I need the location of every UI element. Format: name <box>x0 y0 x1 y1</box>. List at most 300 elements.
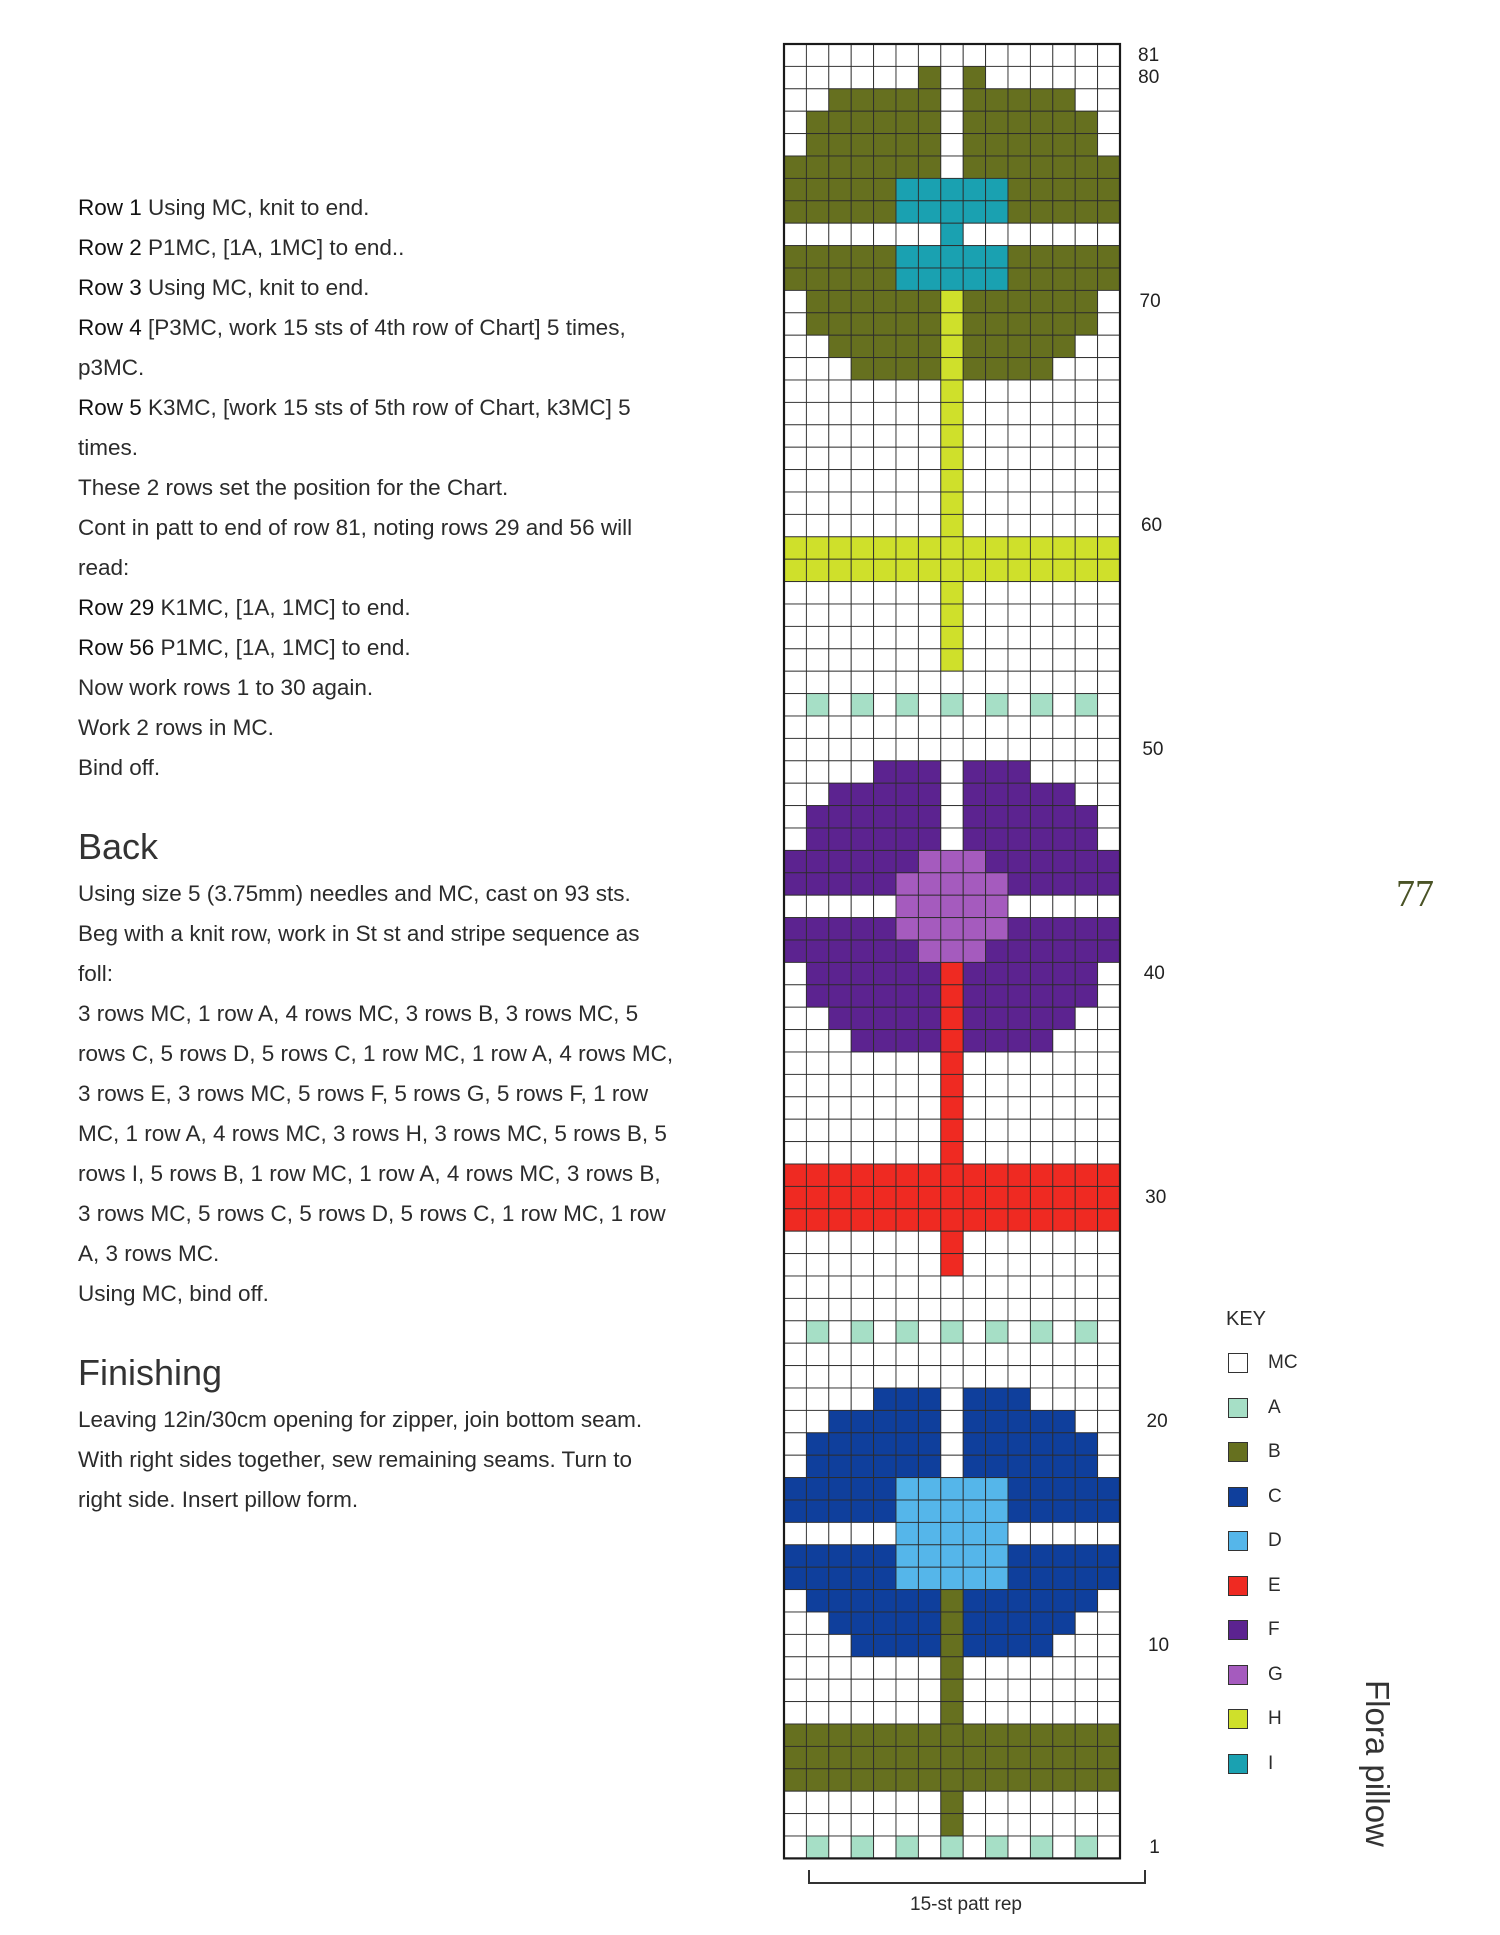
chart-cell <box>806 1836 828 1858</box>
chart-cell <box>963 1254 985 1276</box>
chart-cell <box>806 1522 828 1544</box>
chart-cell <box>963 1590 985 1612</box>
chart-cell <box>806 425 828 447</box>
chart-cell <box>896 1410 918 1432</box>
row-number-label: 50 <box>1142 739 1164 761</box>
chart-cell <box>1053 626 1075 648</box>
chart-cell <box>874 1097 896 1119</box>
chart-cell <box>918 1478 940 1500</box>
chart-cell <box>941 738 963 760</box>
chart-cell <box>874 559 896 581</box>
key-swatch <box>1228 1576 1248 1596</box>
chart-cell <box>986 268 1008 290</box>
chart-cell <box>851 1612 873 1634</box>
chart-cell <box>941 1522 963 1544</box>
chart-cell <box>851 1410 873 1432</box>
chart-cell <box>1053 313 1075 335</box>
chart-cell <box>851 1433 873 1455</box>
chart-cell <box>1098 1433 1120 1455</box>
chart-cell <box>829 111 851 133</box>
chart-cell <box>806 582 828 604</box>
chart-cell <box>829 156 851 178</box>
chart-cell <box>1098 1522 1120 1544</box>
chart-cell <box>1053 985 1075 1007</box>
chart-cell <box>1030 828 1052 850</box>
chart-cell <box>851 1030 873 1052</box>
chart-cell <box>896 1030 918 1052</box>
chart-cell <box>941 1410 963 1432</box>
chart-cell <box>784 268 806 290</box>
chart-cell <box>851 201 873 223</box>
chart-cell <box>1098 1769 1120 1791</box>
chart-cell <box>1075 940 1097 962</box>
chart-cell <box>896 1097 918 1119</box>
chart-cell <box>851 716 873 738</box>
chart-cell <box>1053 895 1075 917</box>
chart-cell <box>874 962 896 984</box>
chart-cell <box>918 223 940 245</box>
chart-cell <box>829 559 851 581</box>
chart-cell <box>963 1119 985 1141</box>
chart-cell <box>1098 1702 1120 1724</box>
chart-cell <box>941 1164 963 1186</box>
chart-cell <box>874 1298 896 1320</box>
chart-cell <box>806 1590 828 1612</box>
chart-cell <box>896 156 918 178</box>
chart-cell <box>851 156 873 178</box>
chart-cell <box>918 134 940 156</box>
chart-cell <box>1075 604 1097 626</box>
chart-cell <box>941 1052 963 1074</box>
chart-cell <box>829 828 851 850</box>
chart-cell <box>896 962 918 984</box>
chart-cell <box>851 358 873 380</box>
chart-cell <box>896 1545 918 1567</box>
chart-cell <box>784 1657 806 1679</box>
chart-cell <box>1053 873 1075 895</box>
chart-cell <box>986 111 1008 133</box>
chart-cell <box>986 1746 1008 1768</box>
chart-cell <box>784 738 806 760</box>
chart-cell <box>986 1388 1008 1410</box>
chart-cell <box>829 671 851 693</box>
chart-cell <box>963 626 985 648</box>
chart-cell <box>829 918 851 940</box>
chart-cell <box>1030 1298 1052 1320</box>
chart-cell <box>918 1119 940 1141</box>
chart-cell <box>918 1612 940 1634</box>
chart-cell <box>896 940 918 962</box>
chart-cell <box>1030 223 1052 245</box>
chart-cell <box>1075 201 1097 223</box>
chart-cell <box>1053 1433 1075 1455</box>
chart-cell <box>784 1231 806 1253</box>
chart-cell <box>806 806 828 828</box>
chart-cell <box>963 1030 985 1052</box>
chart-cell <box>1098 1343 1120 1365</box>
finishing-section-title: Finishing <box>78 1352 223 1393</box>
chart-cell <box>1053 246 1075 268</box>
chart-cell <box>1008 895 1030 917</box>
chart-cell <box>963 1679 985 1701</box>
chart-cell <box>829 1366 851 1388</box>
chart-cell <box>918 358 940 380</box>
chart-cell <box>1030 156 1052 178</box>
paragraph: 3 rows MC, 1 row A, 4 rows MC, 3 rows B, 3 rows MC, 5 rows C, 5 rows D, 5 rows C, 1 row MC, 1 row A, 4 rows MC, 3 rows E, 3 rows MC, 5 rows F, 5 rows G, 5 rows F, 1 row MC, 1 row A, 4 rows MC, 3 rows H, 3 rows MC, 5 rows B, 5 rows I, 5 rows B, 1 row MC, 1 row A, 4 rows MC, 3 rows B, 3 rows MC, 5 rows C, 5 rows D, 5 rows C, 1 row MC, 1 row A, 3 rows MC. <box>78 1001 674 1266</box>
chart-cell <box>784 649 806 671</box>
chart-cell <box>896 1164 918 1186</box>
chart-cell <box>874 201 896 223</box>
chart-cell <box>784 1791 806 1813</box>
chart-cell <box>941 1455 963 1477</box>
chart-cell <box>1008 514 1030 536</box>
row-number-label: 10 <box>1147 1635 1170 1657</box>
instruction-line <box>78 668 678 708</box>
chart-cell <box>1075 1410 1097 1432</box>
chart-cell <box>1098 290 1120 312</box>
chart-cell <box>784 1679 806 1701</box>
chart-cell <box>851 1298 873 1320</box>
chart-cell <box>941 1119 963 1141</box>
chart-cell <box>829 1791 851 1813</box>
chart-cell <box>851 290 873 312</box>
chart-cell <box>784 1254 806 1276</box>
chart-cell <box>851 1634 873 1656</box>
chart-cell <box>986 604 1008 626</box>
chart-cell <box>963 1298 985 1320</box>
chart-cell <box>1075 89 1097 111</box>
key-label: C <box>1268 1485 1282 1507</box>
instruction-text: K3MC, [work 15 sts of 5th row of Chart, k3MC] 5 times. <box>78 395 631 460</box>
chart-cell <box>1030 1478 1052 1500</box>
chart-cell <box>874 828 896 850</box>
chart-cell <box>1008 1366 1030 1388</box>
chart-cell <box>829 1343 851 1365</box>
chart-cell <box>851 559 873 581</box>
chart-cell <box>941 1814 963 1836</box>
chart-cell <box>1075 1276 1097 1298</box>
chart-cell <box>784 828 806 850</box>
instruction-line <box>78 588 678 628</box>
chart-cell <box>784 201 806 223</box>
chart-cell <box>829 1074 851 1096</box>
chart-cell <box>1075 1231 1097 1253</box>
chart-cell <box>1008 1836 1030 1858</box>
chart-cell <box>806 66 828 88</box>
chart-cell <box>806 716 828 738</box>
chart-cell <box>896 89 918 111</box>
chart-cell <box>986 223 1008 245</box>
chart-cell <box>1030 313 1052 335</box>
key-label: E <box>1268 1574 1281 1596</box>
chart-cell <box>851 89 873 111</box>
chart-cell <box>1008 1276 1030 1298</box>
chart-cell <box>806 111 828 133</box>
chart-cell <box>874 582 896 604</box>
chart-cell <box>963 895 985 917</box>
chart-cell <box>806 1343 828 1365</box>
chart-cell <box>986 1769 1008 1791</box>
chart-cell <box>918 1388 940 1410</box>
chart-cell <box>986 1500 1008 1522</box>
instruction-line <box>78 748 678 788</box>
chart-cell <box>918 1052 940 1074</box>
chart-cell <box>1098 1478 1120 1500</box>
chart-cell <box>1098 1321 1120 1343</box>
chart-cell <box>1075 1679 1097 1701</box>
finishing-section-text <box>78 1400 678 1520</box>
chart-cell <box>829 1142 851 1164</box>
chart-cell <box>1075 1074 1097 1096</box>
chart-cell <box>986 89 1008 111</box>
chart-cell <box>918 1030 940 1052</box>
chart-cell <box>874 895 896 917</box>
chart-cell <box>963 1612 985 1634</box>
chart-cell <box>806 1455 828 1477</box>
chart-cell <box>784 626 806 648</box>
chart-cell <box>1098 313 1120 335</box>
chart-cell <box>851 1746 873 1768</box>
chart-cell <box>1053 1657 1075 1679</box>
chart-cell <box>851 313 873 335</box>
row-number-label: 40 <box>1143 963 1165 985</box>
chart-cell <box>896 268 918 290</box>
chart-cell <box>784 1007 806 1029</box>
chart-cell <box>1053 1746 1075 1768</box>
chart-cell <box>963 1702 985 1724</box>
chart-cell <box>963 1634 985 1656</box>
chart-cell <box>1030 985 1052 1007</box>
chart-cell <box>784 604 806 626</box>
chart-cell <box>896 1052 918 1074</box>
chart-cell <box>896 290 918 312</box>
instruction-text: P1MC, [1A, 1MC] to end.. <box>141 235 405 260</box>
chart-cell <box>1030 1142 1052 1164</box>
chart-cell <box>1075 290 1097 312</box>
chart-cell <box>851 1814 873 1836</box>
chart-cell <box>784 1545 806 1567</box>
chart-cell <box>784 806 806 828</box>
chart-cell <box>829 738 851 760</box>
chart-cell <box>1030 962 1052 984</box>
chart-cell <box>986 246 1008 268</box>
chart-cell <box>1053 1522 1075 1544</box>
chart-cell <box>1053 134 1075 156</box>
chart-cell <box>806 1142 828 1164</box>
key-swatch <box>1228 1531 1248 1551</box>
chart-cell <box>874 313 896 335</box>
chart-cell <box>851 1522 873 1544</box>
chart-cell <box>986 1030 1008 1052</box>
paragraph: Using size 5 (3.75mm) needles and MC, cast on 93 sts. <box>78 881 631 906</box>
chart-cell <box>784 1522 806 1544</box>
chart-cell <box>1053 1231 1075 1253</box>
chart-cell <box>963 1074 985 1096</box>
chart-cell <box>829 1007 851 1029</box>
chart-cell <box>874 604 896 626</box>
chart-cell <box>851 985 873 1007</box>
chart-cell <box>986 66 1008 88</box>
chart-cell <box>1030 940 1052 962</box>
chart-cell <box>1098 358 1120 380</box>
chart-cell <box>1098 89 1120 111</box>
key-label: B <box>1268 1441 1281 1462</box>
chart-cell <box>918 671 940 693</box>
chart-cell <box>1008 1164 1030 1186</box>
chart-cell <box>806 1657 828 1679</box>
chart-cell <box>963 1769 985 1791</box>
chart-cell <box>806 1746 828 1768</box>
chart-cell <box>896 1209 918 1231</box>
chart-cell <box>784 873 806 895</box>
chart-cell <box>1098 604 1120 626</box>
chart-cell <box>1008 716 1030 738</box>
chart-cell <box>941 1186 963 1208</box>
chart-cell <box>986 44 1008 66</box>
chart-cell <box>986 492 1008 514</box>
chart-cell <box>829 850 851 872</box>
chart-cell <box>1030 1366 1052 1388</box>
chart-cell <box>963 1478 985 1500</box>
chart-cell <box>851 1500 873 1522</box>
chart-cell <box>986 873 1008 895</box>
chart-cell <box>1098 1030 1120 1052</box>
chart-cell <box>941 1724 963 1746</box>
instruction-line <box>78 308 678 388</box>
chart-cell <box>851 1702 873 1724</box>
chart-cell <box>941 1142 963 1164</box>
chart-cell <box>1008 985 1030 1007</box>
chart-cell <box>1008 1030 1030 1052</box>
chart-cell <box>918 582 940 604</box>
chart-cell <box>874 1590 896 1612</box>
chart-cell <box>829 582 851 604</box>
chart-cell <box>1008 1724 1030 1746</box>
chart-cell <box>986 358 1008 380</box>
chart-cell <box>986 447 1008 469</box>
chart-cell <box>918 1567 940 1589</box>
chart-cell <box>986 1791 1008 1813</box>
chart-cell <box>1030 1254 1052 1276</box>
chart-cell <box>829 1545 851 1567</box>
row-label: Row 2 <box>78 235 142 260</box>
chart-cell <box>1008 66 1030 88</box>
chart-cell <box>1053 335 1075 357</box>
chart-cell <box>874 918 896 940</box>
chart-cell <box>1030 1702 1052 1724</box>
chart-cell <box>1075 1814 1097 1836</box>
chart-cell <box>1030 1567 1052 1589</box>
chart-cell <box>918 626 940 648</box>
chart-cell <box>1098 425 1120 447</box>
chart-cell <box>963 1142 985 1164</box>
chart-cell <box>829 1478 851 1500</box>
chart-cell <box>1053 402 1075 424</box>
chart-cell <box>851 380 873 402</box>
chart-cell <box>896 402 918 424</box>
chart-cell <box>896 985 918 1007</box>
chart-cell <box>896 895 918 917</box>
chart-cell <box>806 828 828 850</box>
chart-cell <box>941 1590 963 1612</box>
chart-cell <box>941 178 963 200</box>
chart-cell <box>784 1276 806 1298</box>
chart-cell <box>918 425 940 447</box>
chart-cell <box>829 402 851 424</box>
chart-cell <box>963 918 985 940</box>
chart-cell <box>1098 962 1120 984</box>
chart-cell <box>1008 1746 1030 1768</box>
chart-cell <box>874 1634 896 1656</box>
chart-cell <box>829 201 851 223</box>
chart-cell <box>1008 44 1030 66</box>
chart-cell <box>1053 89 1075 111</box>
chart-cell <box>851 1097 873 1119</box>
row-number-label: 81 <box>1138 45 1160 66</box>
chart-cell <box>1075 626 1097 648</box>
chart-cell <box>986 1007 1008 1029</box>
chart-cell <box>806 918 828 940</box>
chart-cell <box>1008 940 1030 962</box>
chart-cell <box>851 604 873 626</box>
chart-cell <box>941 873 963 895</box>
chart-cell <box>941 940 963 962</box>
chart-cell <box>784 1612 806 1634</box>
chart-cell <box>918 985 940 1007</box>
chart-cell <box>874 806 896 828</box>
chart-cell <box>1008 223 1030 245</box>
chart-cell <box>986 1186 1008 1208</box>
chart-cell <box>941 1343 963 1365</box>
chart-cell <box>1030 201 1052 223</box>
chart-cell <box>784 962 806 984</box>
chart-cell <box>1098 178 1120 200</box>
chart-cell <box>829 1746 851 1768</box>
chart-cell <box>896 1343 918 1365</box>
chart-cell <box>851 1209 873 1231</box>
key-label: D <box>1268 1530 1282 1551</box>
chart-cell <box>941 134 963 156</box>
chart-cell <box>918 1746 940 1768</box>
chart-cell <box>986 1366 1008 1388</box>
chart-cell <box>806 962 828 984</box>
chart-cell <box>829 1433 851 1455</box>
chart-cell <box>986 1164 1008 1186</box>
chart-cell <box>986 1478 1008 1500</box>
chart-cell <box>806 1433 828 1455</box>
chart-cell <box>1053 1119 1075 1141</box>
chart-cell <box>806 1567 828 1589</box>
chart-cell <box>941 380 963 402</box>
chart-cell <box>1030 1612 1052 1634</box>
chart-cell <box>874 492 896 514</box>
chart-cell <box>829 1657 851 1679</box>
chart-cell <box>941 1679 963 1701</box>
chart-cell <box>896 1254 918 1276</box>
chart-cell <box>1053 783 1075 805</box>
chart-cell <box>829 1769 851 1791</box>
chart-cell <box>784 402 806 424</box>
chart-cell <box>806 1724 828 1746</box>
chart-cell <box>784 694 806 716</box>
chart-cell <box>1075 1634 1097 1656</box>
chart-cell <box>963 89 985 111</box>
chart-cell <box>1030 290 1052 312</box>
chart-cell <box>829 694 851 716</box>
chart-cell <box>986 1679 1008 1701</box>
chart-cell <box>851 537 873 559</box>
chart-cell <box>1075 895 1097 917</box>
